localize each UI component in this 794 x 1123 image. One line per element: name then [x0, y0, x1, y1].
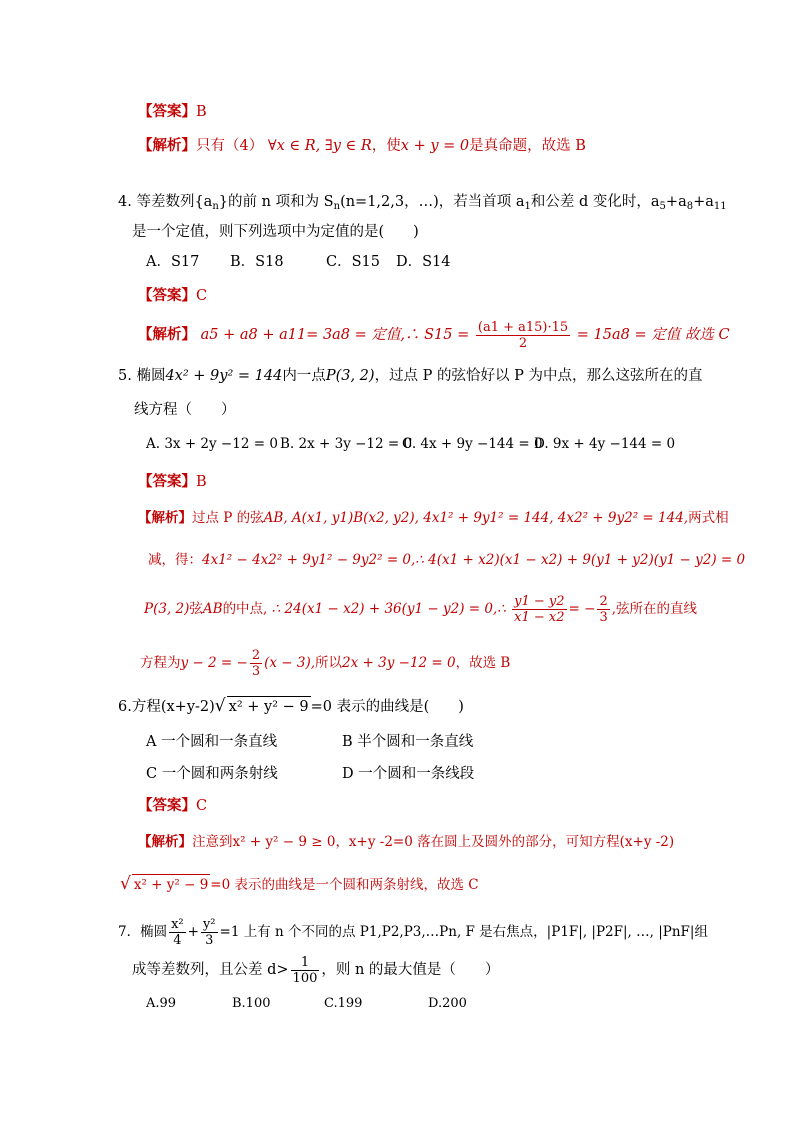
q4-stem-c: (n=1,2,3，…)，若当首项 a	[340, 194, 525, 210]
q7-option-a: A.99	[146, 996, 177, 1011]
q5-slope-value-num: 2	[599, 594, 608, 609]
q7-fraction-x-num: x²	[171, 917, 184, 932]
q5-analysis-a4-eq: 2x + 3y −12 = 0	[342, 655, 456, 671]
q5-analysis-line1	[138, 508, 729, 528]
q3-analysis-line	[138, 136, 586, 156]
q5-analysis-eq: = −	[568, 601, 596, 617]
q7-fraction-d-num: 1	[291, 955, 320, 971]
q5-line-slope-den: 3	[251, 664, 261, 679]
q6-analysis-a2-b: =0 表示的曲线是一个圆和两条射线，故选 C	[210, 877, 479, 893]
q5-line-slope-num: 2	[251, 648, 261, 663]
q6-analysis-a1-b: ，x+y -2=0 落在圆上及圆外的部分，可知方程(x+y -2)	[335, 834, 675, 850]
q6-option-d: D 一个圆和一条线段	[342, 766, 475, 782]
q5-number: 5.	[118, 368, 132, 384]
q3-analysis-text-b: ，使	[371, 138, 401, 154]
q3-analysis-text-c: 是真命题，故选 B	[469, 138, 586, 154]
q4-option-c: C．S15	[326, 254, 380, 270]
q3-analysis-eq: x + y = 0	[400, 138, 470, 154]
q5-analysis-a4-a: 方程为	[140, 655, 181, 671]
q4-options	[146, 252, 451, 272]
q5-stem-point: P(3, 2)	[325, 368, 375, 384]
answer-label: 【答案】	[138, 797, 196, 814]
q4-analysis-fraction	[476, 320, 570, 351]
q7-options	[146, 994, 467, 1014]
q4-analysis-left: a5 + a8 + a11= 3a8 = 定值,∴ S15 =	[200, 327, 470, 343]
q7-fraction-y	[201, 917, 218, 948]
q7-stem-b: =1 上有 n 个不同的点 P1,P2,P3,…Pn, F 是右焦点，|P1F|, |P2F|, …, |PnF|组	[219, 924, 708, 940]
q3-answer-line	[138, 102, 207, 122]
q7-fraction-d	[291, 955, 320, 986]
q7-fraction-d-den: 100	[292, 970, 318, 986]
q4-stem-line1: 4. 等差数列$\{a_n\}$的前 n 项和为 $S_n(n=1,2,3$，…)，若当首项 $a_1$和公差 d 变化时，$a_5+a_8+a_{11}$	[118, 194, 727, 212]
q5-slope-value-den: 3	[599, 610, 608, 625]
q4-analysis-line	[138, 318, 730, 352]
q6-answer-line	[138, 796, 207, 816]
q5-slope-value	[597, 594, 609, 625]
q4-answer-line	[138, 286, 207, 306]
q5-option-b: B. 2x + 3y −12 = 0	[280, 436, 413, 452]
q5-option-a: A. 3x + 2y −12 = 0	[146, 436, 278, 452]
q5-option-c: C. 4x + 9y −144 = 0	[402, 436, 543, 452]
q5-analysis-a1-tail: 两式相	[688, 510, 729, 526]
q4-fraction-denominator: 2	[518, 335, 528, 351]
q7-fraction-y-num: y²	[202, 917, 216, 932]
answer-label: 【答案】	[138, 103, 196, 120]
q5-analysis-a2-math: 4x1² − 4x2² + 9y1² − 9y2² = 0,∴ 4(x1 + x2)(x1 − x2) + 9(y1 + y2)(y1 − y2) = 0	[202, 552, 746, 568]
q3-analysis-math: ∀x ∈ R, ∃y ∈ R	[267, 138, 372, 154]
q4-analysis-right: = 15a8 = 定值 故选 C	[576, 327, 730, 343]
q5-answer-line	[138, 472, 207, 492]
q5-answer: B	[196, 474, 207, 490]
q5-analysis-a4-b: 所以	[315, 655, 343, 671]
q7-plus: +	[187, 924, 199, 940]
q5-analysis-a4-math2: (x − 3),	[264, 655, 316, 671]
analysis-label: 【解析】	[138, 510, 192, 526]
q7-stem-d: ，则 n 的最大值是（ ）	[321, 962, 500, 978]
q5-analysis-a3-b: 弦	[189, 601, 203, 617]
q5-stem-a: 椭圆	[136, 368, 166, 384]
q5-analysis-a2: 减，得：	[148, 552, 202, 568]
q6-analysis-a1-math: x² + y² − 9 ≥ 0	[232, 834, 336, 850]
q5-options	[146, 434, 675, 454]
q5-stem-b: 内一点	[282, 368, 326, 384]
q5-analysis-a3-c: 的中点,	[222, 601, 268, 617]
q4-option-a: A．S17	[146, 254, 200, 270]
q3-answer: B	[196, 104, 207, 120]
q3-analysis-text-a: 只有（4）	[196, 138, 264, 154]
q5-analysis-a3-math: ∴ 24(x1 − x2) + 36(y1 − y2) = 0,∴	[271, 601, 506, 617]
q5-option-d: D. 9x + 4y −144 = 0	[534, 436, 676, 452]
q7-stem-line1	[118, 914, 708, 950]
q4-answer: C	[196, 288, 208, 304]
q6-stem-b: =0 表示的曲线是( )	[310, 699, 464, 715]
q4-stem-e: 是一个定值，则下列选项中为定值的是( )	[132, 224, 419, 240]
q5-stem-c: ，过点 P 的弦恰好以 P 为中点，那么这弦所在的直	[374, 368, 703, 384]
q7-stem-c: 成等差数列，且公差 d>	[132, 962, 289, 978]
analysis-label: 【解析】	[138, 326, 196, 343]
q6-answer: C	[196, 798, 208, 814]
q7-option-d: D.200	[428, 996, 467, 1011]
q6-options-row1	[146, 732, 473, 752]
q5-analysis-line4	[140, 646, 510, 680]
q6-option-b: B 半个圆和一条直线	[342, 734, 474, 750]
q5-analysis-line3	[144, 592, 697, 626]
q5-stem-eq: 4x² + 9y² = 144	[165, 368, 283, 384]
q7-fraction-y-den: 3	[205, 933, 214, 948]
q7-stem-a: 7．椭圆	[118, 924, 168, 940]
q6-stem-a: 6.方程(x+y-2)	[118, 699, 215, 715]
q4-stem-d: 和公差 d 变化时，a	[530, 194, 660, 210]
q5-slope-numerator: y1 − y2	[514, 594, 565, 609]
q5-analysis-a3-tail: ,弦所在的直线	[611, 601, 698, 617]
q4-fraction-numerator: (a1 + a15)·15	[477, 319, 569, 335]
q5-stem-line2	[134, 400, 236, 420]
q5-slope-fraction	[512, 594, 566, 625]
q4-stem-b: }的前 n 项和为 S	[218, 194, 334, 210]
q6-option-a: A 一个圆和一条直线	[146, 734, 278, 750]
q7-stem-line2	[132, 952, 499, 988]
q5-slope-denominator: x1 − x2	[514, 610, 565, 625]
q7-option-c: C.199	[324, 996, 363, 1011]
analysis-label: 【解析】	[138, 834, 192, 850]
q4-stem-line2	[132, 222, 419, 242]
q4-option-b: B．S18	[230, 254, 284, 270]
q6-options-row2	[146, 764, 474, 784]
q5-stem-line1	[118, 366, 703, 386]
analysis-label: 【解析】	[138, 137, 196, 154]
q6-stem-line: 6.方程(x+y-2)√ x² + y² − 9 =0 表示的曲线是( )	[118, 696, 464, 716]
q5-analysis-a1-math: AB, A(x1, y1)B(x2, y2), 4x1² + 9y1² = 144, 4x2² + 9y2² = 144,	[263, 510, 689, 526]
q5-stem-d: 线方程（ ）	[134, 402, 236, 418]
q5-analysis-line2	[148, 550, 745, 570]
q5-analysis-point: P(3, 2)	[144, 601, 190, 617]
q5-analysis-a4-math: y − 2 = −	[180, 655, 248, 671]
q4-option-d: D．S14	[396, 254, 451, 270]
q6-analysis-radicand: x² + y² − 9	[132, 874, 210, 895]
q6-analysis-line2: √ x² + y² − 9 =0 表示的曲线是一个圆和两条射线，故选 C	[120, 874, 479, 894]
q4-stem-a: 4. 等差数列{a	[118, 194, 213, 210]
q6-analysis-a1-a: 注意到	[192, 834, 233, 850]
q6-option-c: C 一个圆和两条射线	[146, 766, 278, 782]
answer-label: 【答案】	[138, 473, 196, 490]
q7-option-b: B.100	[232, 996, 271, 1011]
q5-analysis-a1: 过点 P 的弦	[192, 510, 264, 526]
answer-label: 【答案】	[138, 287, 196, 304]
q7-fraction-x-den: 4	[173, 933, 182, 948]
q5-line-slope	[250, 648, 262, 679]
q5-analysis-a4-c: ，故选 B	[455, 655, 511, 671]
q7-fraction-x	[169, 917, 186, 948]
q6-analysis-line1	[138, 832, 674, 852]
q5-analysis-ab: AB	[202, 601, 223, 617]
q6-stem-radicand: x² + y² − 9	[227, 696, 311, 717]
